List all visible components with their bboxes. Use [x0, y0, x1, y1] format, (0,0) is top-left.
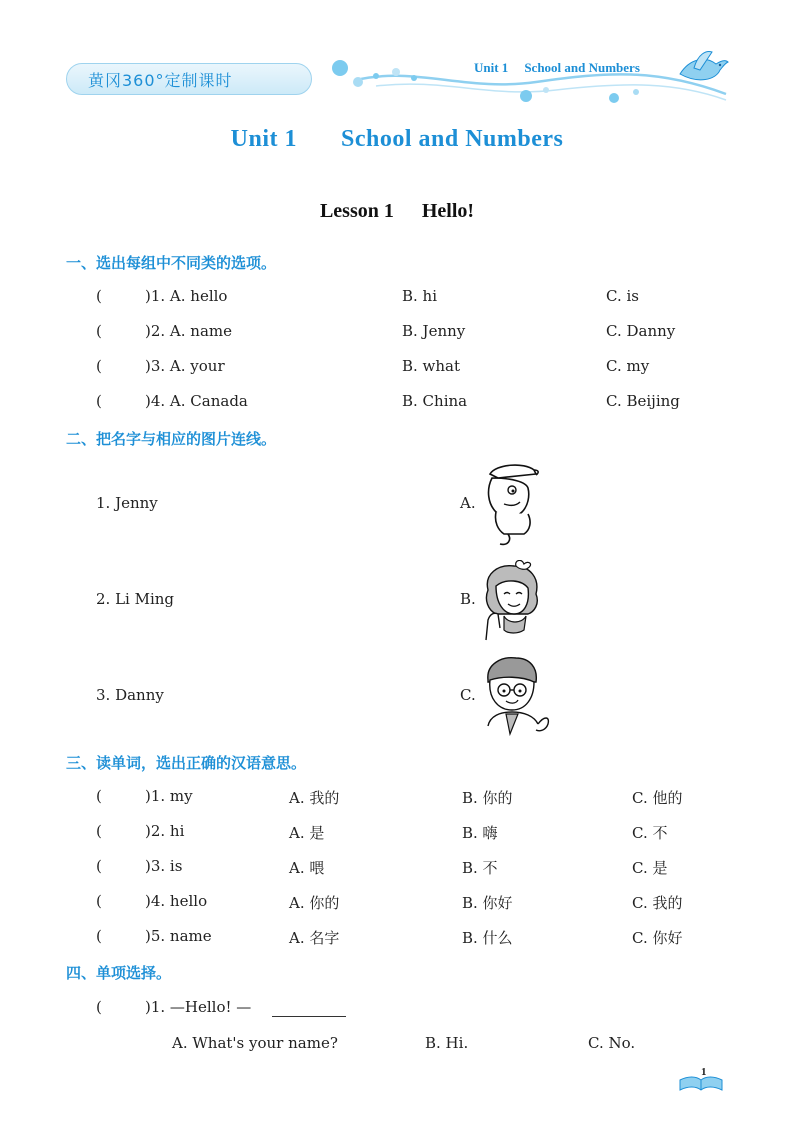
s3-q2-option-b: B. 嗨 [462, 824, 498, 842]
dinosaur-picture-icon[interactable] [478, 460, 548, 548]
s1-q3-option-a: )3. A. your [145, 357, 225, 375]
s3-q3-option-c: C. 是 [632, 859, 668, 877]
section3-title: 三、读单词，选出正确的汉语意思。 [66, 754, 307, 772]
brand-title: 黄冈360°定制课时 [88, 71, 233, 90]
answer-paren[interactable]: ( [96, 857, 102, 875]
unit-title-name: School and Numbers [340, 126, 564, 152]
s3-q5-option-a: A. 名字 [289, 929, 340, 947]
s1-q3-option-b: B. what [402, 357, 461, 375]
answer-paren[interactable]: ( [96, 822, 102, 840]
s1-q2-option-b: B. Jenny [402, 322, 466, 340]
header-unit-name: School and Numbers [524, 60, 640, 75]
s4-q1-option-c: C. No. [588, 1034, 636, 1052]
answer-paren[interactable]: ( [96, 787, 102, 805]
s3-q4-word: )4. hello [145, 892, 208, 910]
bird-icon [676, 48, 730, 88]
section4-title: 四、单项选择。 [66, 964, 172, 982]
s1-q4-option-b: B. China [402, 392, 468, 410]
name-jenny[interactable]: 1. Jenny [96, 494, 158, 512]
s1-q4-option-c: C. Beijing [606, 392, 680, 410]
header-unit-number: Unit 1 [474, 60, 509, 75]
s3-q1-option-c: C. 他的 [632, 789, 683, 807]
s3-q1-option-b: B. 你的 [462, 789, 513, 807]
s3-q2-word: )2. hi [145, 822, 185, 840]
s4-q1-option-b: B. Hi. [425, 1034, 469, 1052]
lesson-title-name: Hello! [421, 200, 475, 222]
boy-picture-icon[interactable] [478, 654, 554, 740]
s3-q3-option-a: A. 喂 [289, 859, 325, 877]
section1-title: 一、选出每组中不同类的选项。 [66, 254, 277, 272]
s3-q5-option-b: B. 什么 [462, 929, 513, 947]
s4-q1-option-a: A. What's your name? [172, 1034, 338, 1052]
s3-q3-word: )3. is [145, 857, 183, 875]
s3-q3-option-b: B. 不 [462, 859, 498, 877]
s1-q1-option-b: B. hi [402, 287, 438, 305]
answer-paren[interactable]: ( [96, 892, 102, 910]
s3-q4-option-a: A. 你的 [289, 894, 340, 912]
name-li-ming[interactable]: 2. Li Ming [96, 590, 175, 608]
s3-q5-option-c: C. 你好 [632, 929, 683, 947]
answer-paren[interactable]: ( [96, 392, 102, 410]
picture-label-c: C. [460, 686, 476, 704]
answer-paren[interactable]: ( [96, 322, 102, 340]
s1-q4-option-a: )4. A. Canada [145, 392, 248, 410]
s3-q4-option-c: C. 我的 [632, 894, 683, 912]
s1-q1-option-c: C. is [606, 287, 639, 305]
unit-title [0, 126, 794, 153]
s3-q4-option-b: B. 你好 [462, 894, 513, 912]
s3-q1-option-a: A. 我的 [289, 789, 340, 807]
book-icon [678, 1072, 724, 1092]
header-unit-label [474, 60, 640, 76]
answer-blank[interactable] [272, 1016, 346, 1017]
answer-paren[interactable]: ( [96, 998, 102, 1016]
s4-q1-question: )1. —Hello! — [145, 998, 252, 1016]
s3-q2-option-a: A. 是 [289, 824, 325, 842]
answer-paren[interactable]: ( [96, 357, 102, 375]
girl-picture-icon[interactable] [478, 560, 550, 642]
picture-label-b: B. [460, 590, 476, 608]
lesson-title [0, 200, 794, 223]
s3-q5-word: )5. name [145, 927, 212, 945]
s1-q2-option-a: )2. A. name [145, 322, 233, 340]
s1-q2-option-c: C. Danny [606, 322, 676, 340]
s1-q1-option-a: )1. A. hello [145, 287, 228, 305]
answer-paren[interactable]: ( [96, 927, 102, 945]
header-wave-decoration [296, 48, 736, 118]
page-number: 1 [701, 1066, 707, 1078]
s3-q2-option-c: C. 不 [632, 824, 668, 842]
answer-paren[interactable]: ( [96, 287, 102, 305]
section2-title: 二、把名字与相应的图片连线。 [66, 430, 277, 448]
name-danny[interactable]: 3. Danny [96, 686, 164, 704]
lesson-title-number: Lesson 1 [319, 200, 394, 222]
s3-q1-word: )1. my [145, 787, 193, 805]
picture-label-a: A. [460, 494, 476, 512]
unit-title-number: Unit 1 [230, 126, 297, 152]
s1-q3-option-c: C. my [606, 357, 650, 375]
